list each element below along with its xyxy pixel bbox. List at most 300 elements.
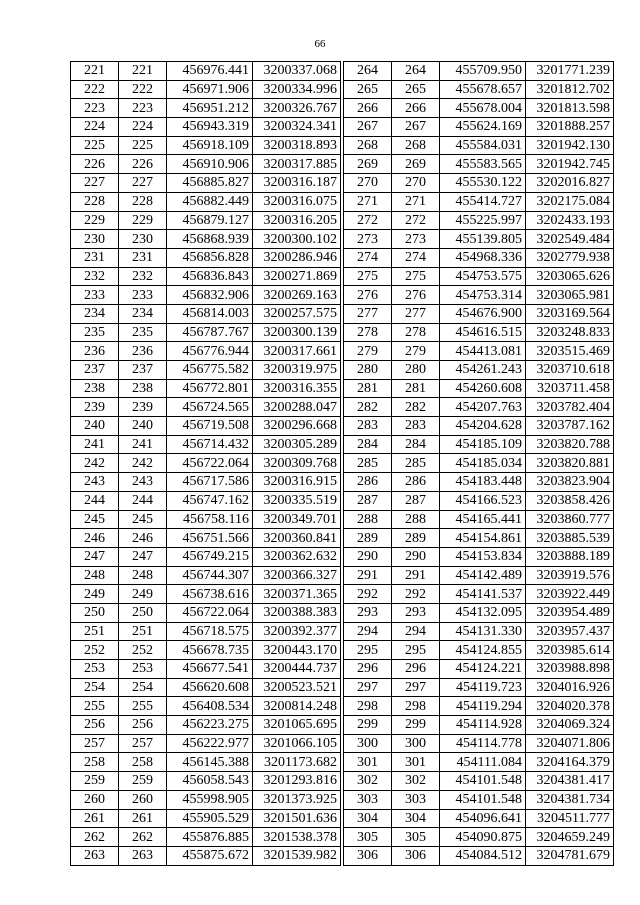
y-coordinate-cell: 3200444.737 [253,660,341,679]
x-coordinate-cell: 454753.575 [440,267,526,286]
y-coordinate-cell: 3203823.904 [526,473,614,492]
point-id-cell: 269 [344,155,392,174]
x-coordinate-cell: 455414.727 [440,192,526,211]
y-coordinate-cell: 3201501.636 [253,809,341,828]
y-coordinate-cell: 3200443.170 [253,641,341,660]
point-id-cell: 264 [344,62,392,81]
point-number-cell: 298 [392,697,440,716]
point-id-cell: 290 [344,547,392,566]
x-coordinate-cell: 454204.628 [440,417,526,436]
table-row [71,398,341,417]
point-number-cell: 296 [392,660,440,679]
point-id-cell: 223 [71,99,119,118]
point-number-cell: 236 [119,342,167,361]
point-id-cell: 226 [71,155,119,174]
x-coordinate-cell: 455225.997 [440,211,526,230]
table-row [71,603,341,622]
table-row [71,790,341,809]
point-id-cell: 298 [344,697,392,716]
x-coordinate-cell: 456814.003 [167,304,253,323]
x-coordinate-cell: 454101.548 [440,772,526,791]
y-coordinate-cell: 3201942.130 [526,136,614,155]
x-coordinate-cell: 454142.489 [440,566,526,585]
point-id-cell: 240 [71,417,119,436]
point-number-cell: 305 [392,828,440,847]
point-number-cell: 303 [392,790,440,809]
point-number-cell: 273 [392,230,440,249]
table-row [344,286,614,305]
table-row [71,473,341,492]
y-coordinate-cell: 3200371.365 [253,585,341,604]
point-number-cell: 260 [119,790,167,809]
y-coordinate-cell: 3200300.102 [253,230,341,249]
table-row [71,753,341,772]
point-number-cell: 277 [392,304,440,323]
point-id-cell: 281 [344,379,392,398]
x-coordinate-cell: 455875.672 [167,846,253,865]
y-coordinate-cell: 3203885.539 [526,529,614,548]
y-coordinate-cell: 3200309.768 [253,454,341,473]
table-row [344,80,614,99]
point-id-cell: 295 [344,641,392,660]
table-row [71,585,341,604]
point-number-cell: 239 [119,398,167,417]
point-id-cell: 236 [71,342,119,361]
y-coordinate-cell: 3200316.075 [253,192,341,211]
point-id-cell: 259 [71,772,119,791]
point-id-cell: 273 [344,230,392,249]
point-number-cell: 288 [392,510,440,529]
point-number-cell: 222 [119,80,167,99]
y-coordinate-cell: 3201812.702 [526,80,614,99]
x-coordinate-cell: 455530.122 [440,174,526,193]
y-coordinate-cell: 3200334.996 [253,80,341,99]
y-coordinate-cell: 3204659.249 [526,828,614,847]
y-coordinate-cell: 3200362.632 [253,547,341,566]
x-coordinate-cell: 456882.449 [167,192,253,211]
x-coordinate-cell: 454166.523 [440,491,526,510]
x-coordinate-cell: 456145.388 [167,753,253,772]
x-coordinate-cell: 456976.441 [167,62,253,81]
x-coordinate-cell: 454154.861 [440,529,526,548]
point-number-cell: 223 [119,99,167,118]
point-id-cell: 304 [344,809,392,828]
point-number-cell: 248 [119,566,167,585]
y-coordinate-cell: 3203711.458 [526,379,614,398]
table-row [344,622,614,641]
y-coordinate-cell: 3204781.679 [526,846,614,865]
y-coordinate-cell: 3200319.975 [253,361,341,380]
point-number-cell: 230 [119,230,167,249]
table-row [71,342,341,361]
point-number-cell: 300 [392,734,440,753]
y-coordinate-cell: 3201771.239 [526,62,614,81]
table-row [344,734,614,753]
point-number-cell: 228 [119,192,167,211]
point-id-cell: 297 [344,678,392,697]
point-number-cell: 254 [119,678,167,697]
y-coordinate-cell: 3200305.289 [253,435,341,454]
x-coordinate-cell: 454111.084 [440,753,526,772]
table-row [344,828,614,847]
table-row [71,192,341,211]
point-number-cell: 278 [392,323,440,342]
y-coordinate-cell: 3200337.068 [253,62,341,81]
point-number-cell: 237 [119,361,167,380]
x-coordinate-cell: 454153.834 [440,547,526,566]
point-id-cell: 285 [344,454,392,473]
table-row [344,491,614,510]
point-number-cell: 238 [119,379,167,398]
point-id-cell: 265 [344,80,392,99]
table-row [71,361,341,380]
table-row [71,248,341,267]
point-number-cell: 269 [392,155,440,174]
point-number-cell: 252 [119,641,167,660]
point-id-cell: 280 [344,361,392,380]
x-coordinate-cell: 456776.944 [167,342,253,361]
table-row [344,809,614,828]
table-row [71,323,341,342]
point-number-cell: 281 [392,379,440,398]
y-coordinate-cell: 3201293.816 [253,772,341,791]
table-row [344,660,614,679]
y-coordinate-cell: 3200300.139 [253,323,341,342]
point-id-cell: 248 [71,566,119,585]
x-coordinate-cell: 455709.950 [440,62,526,81]
point-id-cell: 227 [71,174,119,193]
x-coordinate-cell: 456832.906 [167,286,253,305]
x-coordinate-cell: 454114.928 [440,716,526,735]
x-coordinate-cell: 456885.827 [167,174,253,193]
y-coordinate-cell: 3203954.489 [526,603,614,622]
table-row [344,716,614,735]
point-id-cell: 233 [71,286,119,305]
x-coordinate-cell: 454676.900 [440,304,526,323]
x-coordinate-cell: 454090.875 [440,828,526,847]
x-coordinate-cell: 456836.843 [167,267,253,286]
y-coordinate-cell: 3200523.521 [253,678,341,697]
point-id-cell: 232 [71,267,119,286]
table-row [71,828,341,847]
y-coordinate-cell: 3204071.806 [526,734,614,753]
y-coordinate-cell: 3201065.695 [253,716,341,735]
table-row [71,62,341,81]
point-id-cell: 238 [71,379,119,398]
point-number-cell: 265 [392,80,440,99]
x-coordinate-cell: 454413.081 [440,342,526,361]
y-coordinate-cell: 3203985.614 [526,641,614,660]
point-number-cell: 240 [119,417,167,436]
point-number-cell: 270 [392,174,440,193]
point-id-cell: 276 [344,286,392,305]
table-row [71,454,341,473]
point-number-cell: 247 [119,547,167,566]
y-coordinate-cell: 3200316.205 [253,211,341,230]
x-coordinate-cell: 454114.778 [440,734,526,753]
point-number-cell: 275 [392,267,440,286]
point-id-cell: 292 [344,585,392,604]
y-coordinate-cell: 3202549.484 [526,230,614,249]
point-id-cell: 286 [344,473,392,492]
x-coordinate-cell: 456714.432 [167,435,253,454]
x-coordinate-cell: 454096.641 [440,809,526,828]
point-id-cell: 282 [344,398,392,417]
point-id-cell: 293 [344,603,392,622]
x-coordinate-cell: 454968.336 [440,248,526,267]
table-row [344,118,614,137]
point-number-cell: 289 [392,529,440,548]
point-number-cell: 227 [119,174,167,193]
y-coordinate-cell: 3202433.193 [526,211,614,230]
point-id-cell: 303 [344,790,392,809]
point-number-cell: 244 [119,491,167,510]
x-coordinate-cell: 456223.275 [167,716,253,735]
x-coordinate-cell: 456738.616 [167,585,253,604]
table-row [344,772,614,791]
y-coordinate-cell: 3200335.519 [253,491,341,510]
table-row [71,174,341,193]
point-number-cell: 221 [119,62,167,81]
x-coordinate-cell: 456879.127 [167,211,253,230]
table-row [344,267,614,286]
point-number-cell: 272 [392,211,440,230]
y-coordinate-cell: 3200318.893 [253,136,341,155]
point-id-cell: 283 [344,417,392,436]
table-row [71,716,341,735]
table-row [71,379,341,398]
y-coordinate-cell: 3200316.355 [253,379,341,398]
point-id-cell: 270 [344,174,392,193]
y-coordinate-cell: 3201538.378 [253,828,341,847]
table-row [344,174,614,193]
point-id-cell: 258 [71,753,119,772]
x-coordinate-cell: 455905.529 [167,809,253,828]
x-coordinate-cell: 456943.319 [167,118,253,137]
x-coordinate-cell: 456749.215 [167,547,253,566]
x-coordinate-cell: 456678.735 [167,641,253,660]
table-row [344,99,614,118]
point-id-cell: 271 [344,192,392,211]
x-coordinate-cell: 456058.543 [167,772,253,791]
x-coordinate-cell: 454260.608 [440,379,526,398]
point-id-cell: 274 [344,248,392,267]
point-id-cell: 231 [71,248,119,267]
table-row [344,790,614,809]
coordinate-table-right [343,61,614,866]
table-row [344,192,614,211]
point-number-cell: 253 [119,660,167,679]
table-row [71,267,341,286]
point-number-cell: 261 [119,809,167,828]
point-id-cell: 249 [71,585,119,604]
x-coordinate-cell: 454183.448 [440,473,526,492]
y-coordinate-cell: 3200257.575 [253,304,341,323]
table-row [71,809,341,828]
table-row [344,361,614,380]
y-coordinate-cell: 3202016.827 [526,174,614,193]
table-row [344,566,614,585]
point-id-cell: 257 [71,734,119,753]
y-coordinate-cell: 3201173.682 [253,753,341,772]
table-row [71,529,341,548]
y-coordinate-cell: 3203169.564 [526,304,614,323]
y-coordinate-cell: 3200814.248 [253,697,341,716]
table-row [344,473,614,492]
x-coordinate-cell: 456775.582 [167,361,253,380]
x-coordinate-cell: 455876.885 [167,828,253,847]
x-coordinate-cell: 455584.031 [440,136,526,155]
point-id-cell: 247 [71,547,119,566]
point-id-cell: 279 [344,342,392,361]
y-coordinate-cell: 3200288.047 [253,398,341,417]
table-row [71,566,341,585]
y-coordinate-cell: 3201373.925 [253,790,341,809]
point-number-cell: 232 [119,267,167,286]
point-id-cell: 229 [71,211,119,230]
y-coordinate-cell: 3204381.417 [526,772,614,791]
x-coordinate-cell: 455678.004 [440,99,526,118]
point-number-cell: 256 [119,716,167,735]
point-id-cell: 228 [71,192,119,211]
table-row [344,547,614,566]
x-coordinate-cell: 456677.541 [167,660,253,679]
y-coordinate-cell: 3203957.437 [526,622,614,641]
table-row [71,660,341,679]
point-number-cell: 280 [392,361,440,380]
table-row [344,417,614,436]
point-id-cell: 299 [344,716,392,735]
point-number-cell: 231 [119,248,167,267]
table-row [344,155,614,174]
point-id-cell: 235 [71,323,119,342]
x-coordinate-cell: 456868.939 [167,230,253,249]
point-id-cell: 278 [344,323,392,342]
y-coordinate-cell: 3201539.982 [253,846,341,865]
point-id-cell: 288 [344,510,392,529]
y-coordinate-cell: 3204020.378 [526,697,614,716]
x-coordinate-cell: 456722.064 [167,603,253,622]
point-number-cell: 226 [119,155,167,174]
point-number-cell: 306 [392,846,440,865]
point-id-cell: 250 [71,603,119,622]
point-id-cell: 301 [344,753,392,772]
point-id-cell: 225 [71,136,119,155]
page-number: 66 [314,38,326,50]
point-id-cell: 244 [71,491,119,510]
point-id-cell: 275 [344,267,392,286]
y-coordinate-cell: 3200286.946 [253,248,341,267]
table-row [344,846,614,865]
x-coordinate-cell: 454101.548 [440,790,526,809]
y-coordinate-cell: 3203860.777 [526,510,614,529]
y-coordinate-cell: 3203787.162 [526,417,614,436]
y-coordinate-cell: 3203248.833 [526,323,614,342]
table-row [344,230,614,249]
point-number-cell: 242 [119,454,167,473]
table-row [71,286,341,305]
table-row [344,510,614,529]
point-number-cell: 294 [392,622,440,641]
point-id-cell: 305 [344,828,392,847]
y-coordinate-cell: 3203515.469 [526,342,614,361]
point-id-cell: 302 [344,772,392,791]
table-row [71,304,341,323]
point-id-cell: 261 [71,809,119,828]
point-id-cell: 241 [71,435,119,454]
x-coordinate-cell: 454141.537 [440,585,526,604]
y-coordinate-cell: 3201942.745 [526,155,614,174]
table-row [344,753,614,772]
x-coordinate-cell: 454753.314 [440,286,526,305]
y-coordinate-cell: 3201888.257 [526,118,614,137]
point-id-cell: 266 [344,99,392,118]
point-id-cell: 255 [71,697,119,716]
x-coordinate-cell: 454131.330 [440,622,526,641]
x-coordinate-cell: 456744.307 [167,566,253,585]
point-number-cell: 250 [119,603,167,622]
point-number-cell: 245 [119,510,167,529]
point-id-cell: 224 [71,118,119,137]
y-coordinate-cell: 3200392.377 [253,622,341,641]
point-number-cell: 262 [119,828,167,847]
table-row [71,772,341,791]
x-coordinate-cell: 456724.565 [167,398,253,417]
x-coordinate-cell: 454207.763 [440,398,526,417]
table-row [71,230,341,249]
point-id-cell: 251 [71,622,119,641]
y-coordinate-cell: 3204164.379 [526,753,614,772]
table-row [71,118,341,137]
point-number-cell: 301 [392,753,440,772]
table-row [71,136,341,155]
point-id-cell: 268 [344,136,392,155]
table-row [344,62,614,81]
x-coordinate-cell: 456747.162 [167,491,253,510]
y-coordinate-cell: 3200324.341 [253,118,341,137]
x-coordinate-cell: 456751.566 [167,529,253,548]
table-row [71,846,341,865]
point-number-cell: 251 [119,622,167,641]
point-id-cell: 260 [71,790,119,809]
table-row [344,435,614,454]
point-number-cell: 224 [119,118,167,137]
table-row [344,585,614,604]
y-coordinate-cell: 3203065.981 [526,286,614,305]
point-number-cell: 266 [392,99,440,118]
point-id-cell: 263 [71,846,119,865]
y-coordinate-cell: 3200317.885 [253,155,341,174]
table-row [344,379,614,398]
x-coordinate-cell: 456758.116 [167,510,253,529]
table-row [344,248,614,267]
x-coordinate-cell: 456910.906 [167,155,253,174]
table-row [344,603,614,622]
point-number-cell: 243 [119,473,167,492]
table-row [71,80,341,99]
point-number-cell: 233 [119,286,167,305]
y-coordinate-cell: 3200316.915 [253,473,341,492]
point-number-cell: 258 [119,753,167,772]
table-row [71,417,341,436]
y-coordinate-cell: 3204016.926 [526,678,614,697]
table-row [344,641,614,660]
point-id-cell: 221 [71,62,119,81]
x-coordinate-cell: 454185.109 [440,435,526,454]
point-id-cell: 294 [344,622,392,641]
x-coordinate-cell: 454261.243 [440,361,526,380]
y-coordinate-cell: 3200388.383 [253,603,341,622]
